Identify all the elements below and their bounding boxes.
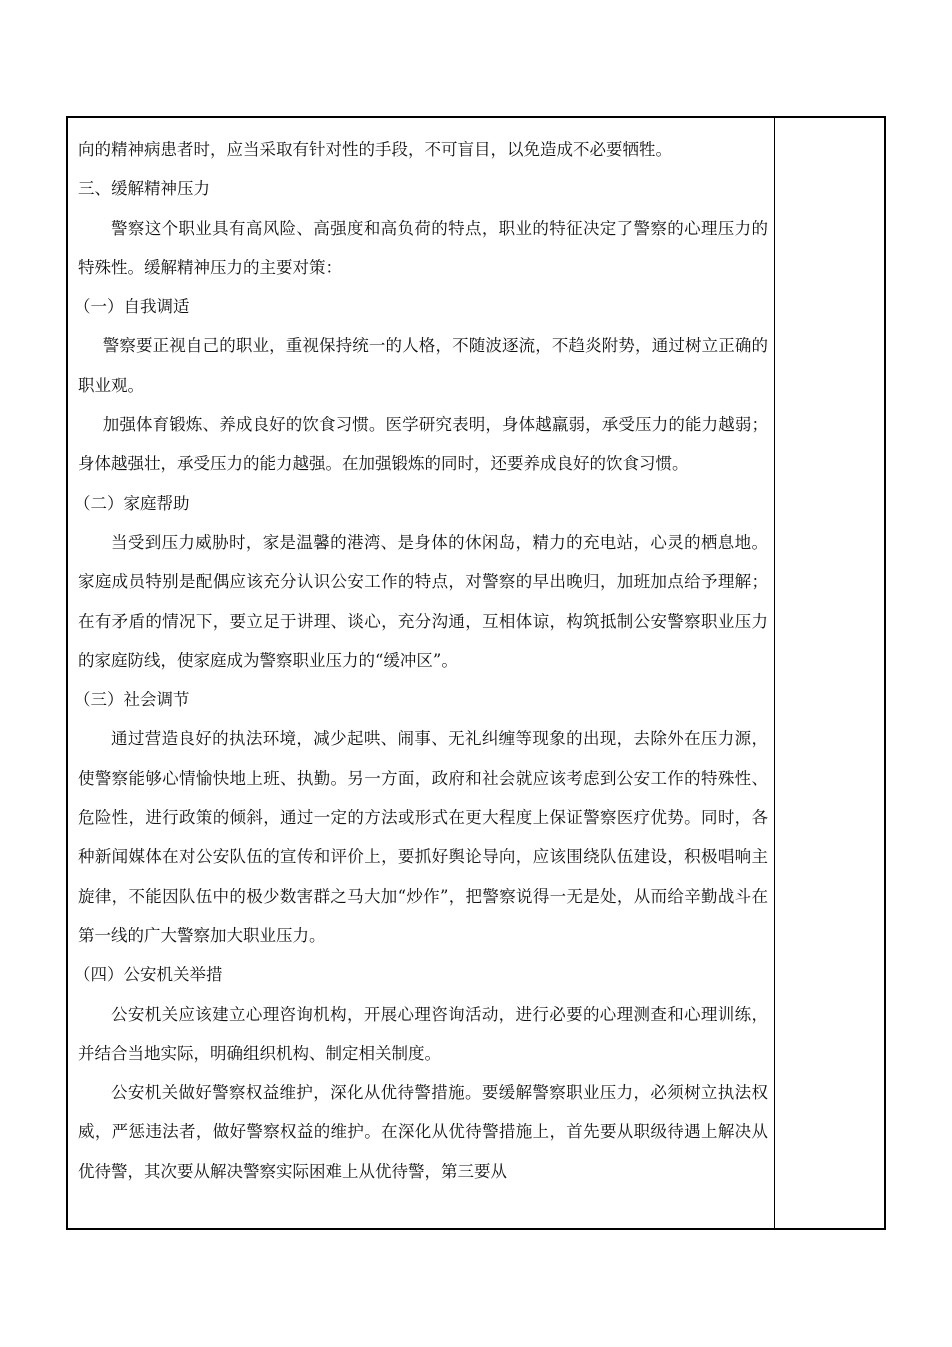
paragraph: 警察要正视自己的职业，重视保持统一的人格，不随波逐流，不趋炎附势，通过树立正确的职业观。 [78,336,768,395]
subsection-heading: （二）家庭帮助 [74,493,190,513]
paragraph: 公安机关做好警察权益维护，深化从优待警措施。要缓解警察职业压力，必须树立执法权威，严惩违法者，做好警察权益的维护。在深化从优待警措施上，首先要从职级待遇上解决从优待警，其次要从解决警察实际困难上从优待警，第三要从 [78,1083,768,1181]
section-heading: 三、缓解精神压力 [78,179,210,199]
subsection-heading: （三）社会调节 [74,690,190,710]
paragraph: 向的精神病患者时，应当采取有针对性的手段，不可盲目，以免造成不必要牺牲。 [78,140,672,159]
document-table [66,116,886,1230]
subsection-heading: （四）公安机关举措 [74,965,223,985]
subsection-heading: （一）自我调适 [74,297,190,317]
paragraph: 加强体育锻炼、养成良好的饮食习惯。医学研究表明，身体越羸弱，承受压力的能力越弱；身体越强壮，承受压力的能力越强。在加强锻炼的同时，还要养成良好的饮食习惯。 [78,415,768,474]
paragraph: 公安机关应该建立心理咨询机构，开展心理咨询活动，进行必要的心理测查和心理训练，并结合当地实际，明确组织机构、制定相关制度。 [78,1004,768,1063]
main-text-cell [74,130,768,1191]
paragraph: 当受到压力威胁时，家是温馨的港湾、是身体的休闲岛，精力的充电站，心灵的栖息地。家庭成员特别是配偶应该充分认识公安工作的特点，对警察的早出晚归，加班加点给予理解；在有矛盾的情况下，要立足于讲理、谈心，充分沟通，互相体谅，构筑抵制公安警察职业压力的家庭防线，使家庭成为警察职业压力的“缓冲区”。 [78,532,768,670]
side-column-cell [774,118,884,1228]
paragraph: 通过营造良好的执法环境，减少起哄、闹事、无礼纠缠等现象的出现，去除外在压力源，使警察能够心情愉快地上班、执勤。另一方面，政府和社会就应该考虑到公安工作的特殊性、危险性，进行政策的倾斜，通过一定的方法或形式在更大程度上保证警察医疗优势。同时，各种新闻媒体在对公安队伍的宣传和评价上，要抓好舆论导向，应该围绕队伍建设，积极唱响主旋律，不能因队伍中的极少数害群之马大加“炒作”，把警察说得一无是处，从而给辛勤战斗在第一线的广大警察加大职业压力。 [78,729,768,945]
paragraph: 警察这个职业具有高风险、高强度和高负荷的特点，职业的特征决定了警察的心理压力的特殊性。缓解精神压力的主要对策： [78,218,768,277]
